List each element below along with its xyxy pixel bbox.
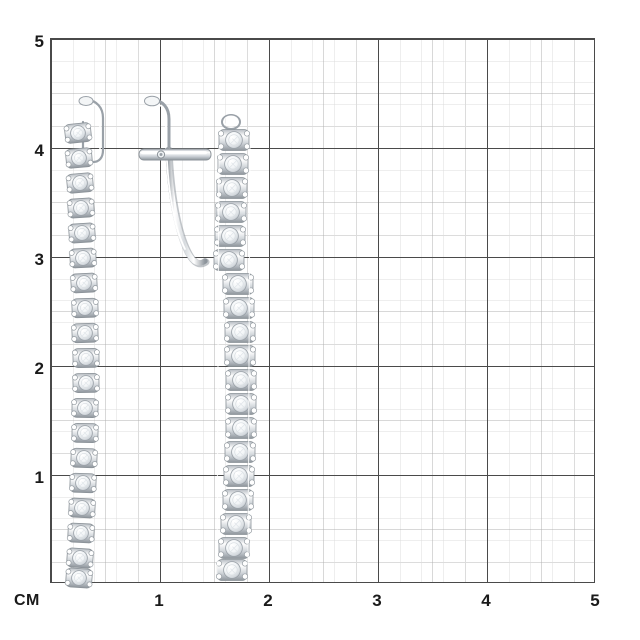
y-tick-4: 4 — [34, 141, 44, 160]
grid-minor-lines — [51, 39, 594, 582]
x-tick-3: 3 — [372, 591, 382, 610]
y-tick-2: 2 — [34, 359, 44, 378]
unit-label: CM — [14, 592, 40, 609]
y-tick-3: 3 — [34, 250, 44, 269]
y-tick-1: 1 — [34, 468, 44, 487]
x-tick-4: 4 — [481, 591, 491, 610]
grid-major-lines — [51, 39, 594, 582]
y-tick-5: 5 — [34, 32, 44, 51]
measurement-grid — [50, 38, 595, 583]
x-tick-2: 2 — [263, 591, 273, 610]
x-tick-1: 1 — [154, 591, 164, 610]
grid-mid-lines — [51, 39, 594, 582]
x-tick-5: 5 — [590, 591, 600, 610]
